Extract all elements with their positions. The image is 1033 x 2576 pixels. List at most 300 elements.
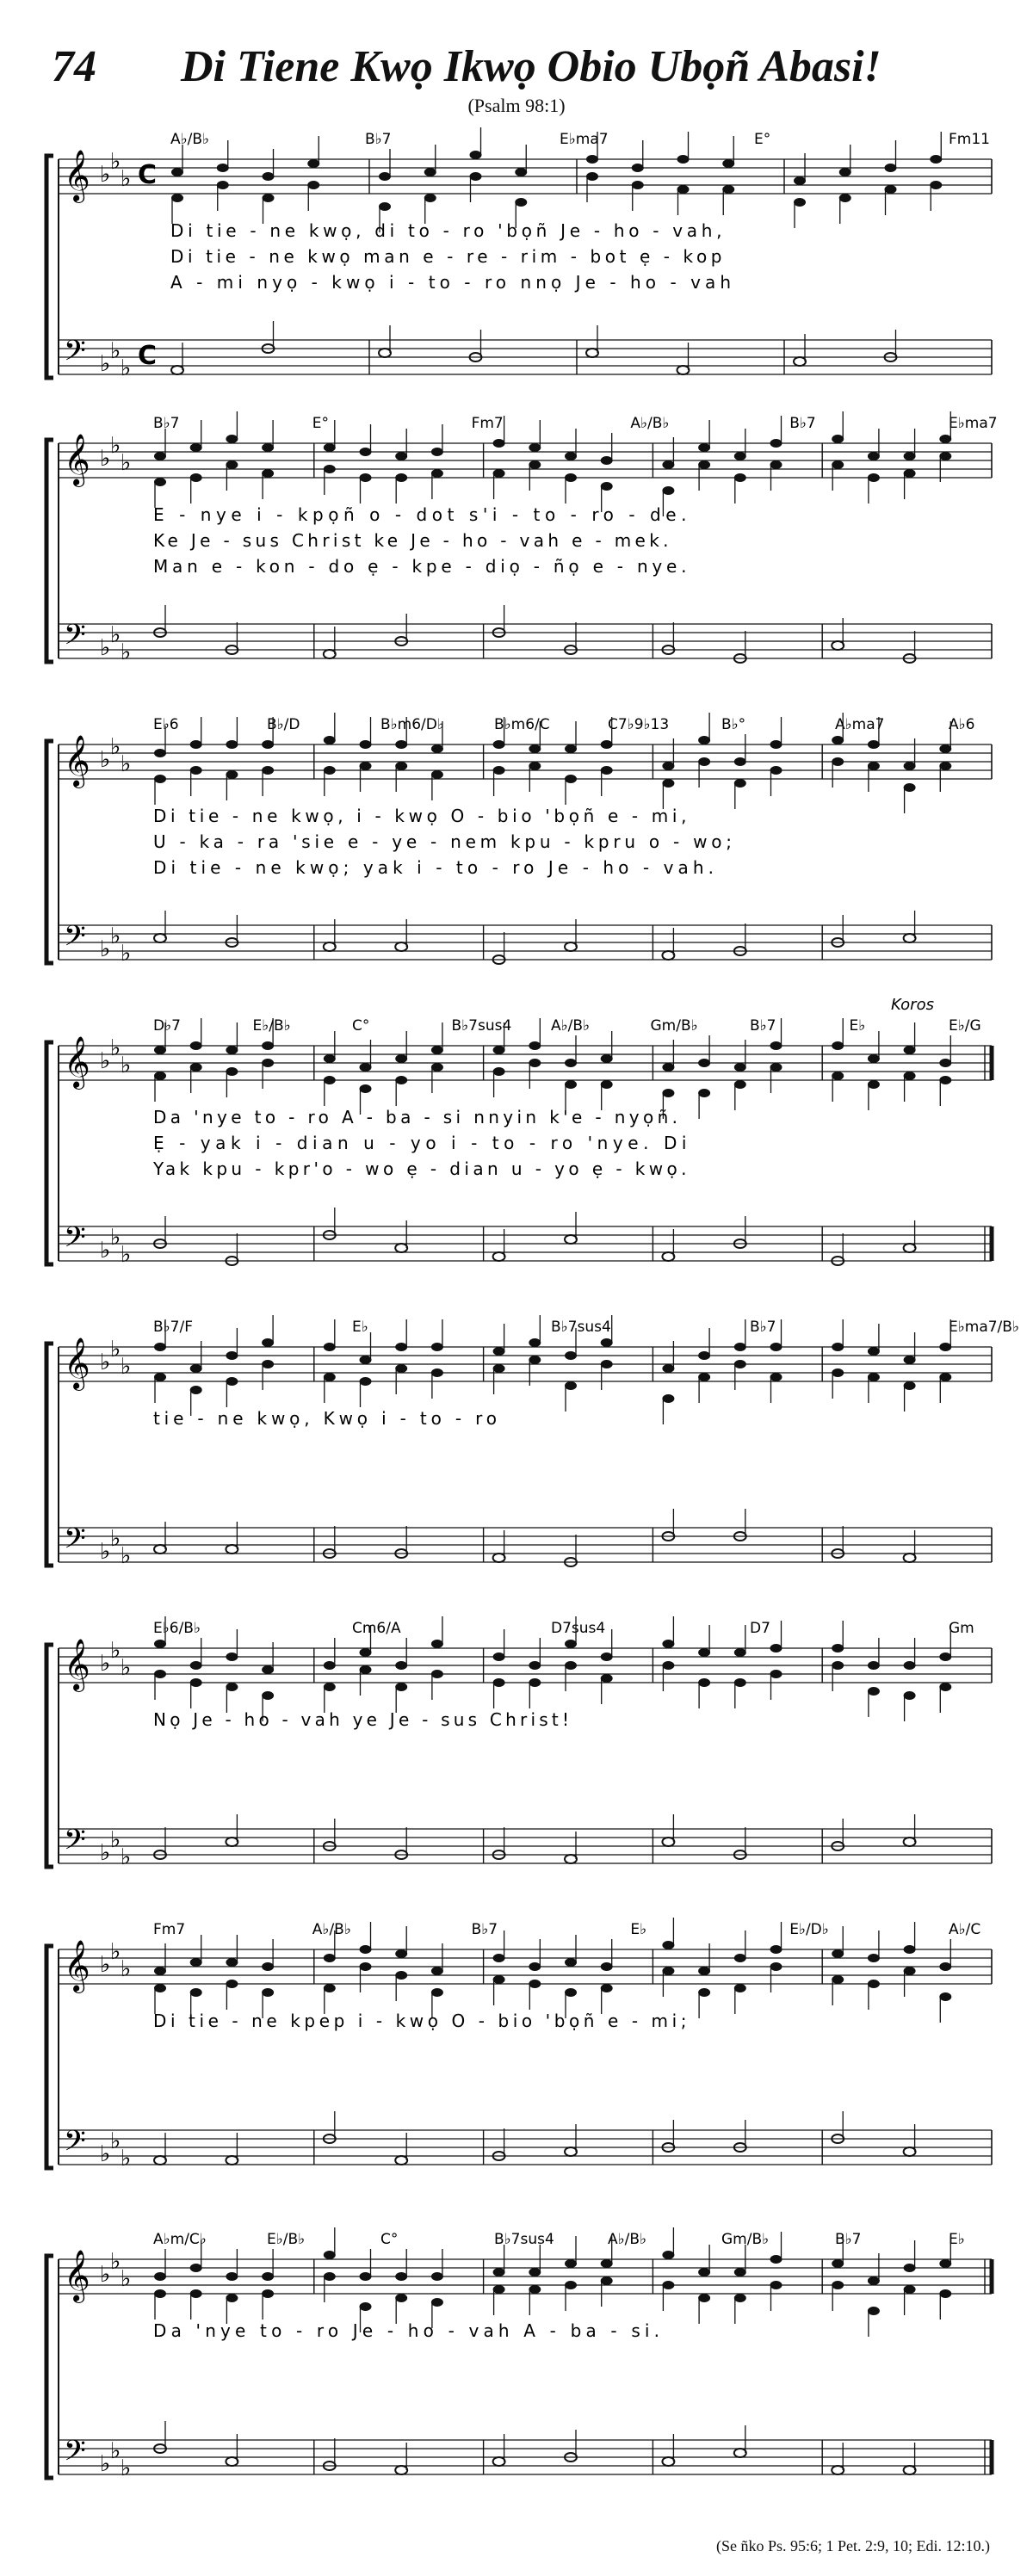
notehead [324, 1683, 336, 1691]
notehead [379, 202, 391, 211]
notehead [262, 766, 274, 775]
notehead [515, 168, 527, 176]
chord-symbol: D♭7 [153, 1017, 181, 1035]
notehead [939, 2259, 951, 2268]
notehead [154, 1640, 166, 1648]
notehead [839, 194, 851, 202]
notehead [868, 1954, 880, 1962]
notehead [868, 2276, 880, 2285]
notehead [154, 452, 166, 460]
notehead [632, 181, 644, 189]
notehead [493, 1652, 505, 1661]
flat-icon: ♭ [110, 2438, 121, 2464]
notehead [360, 740, 372, 749]
notehead [190, 473, 202, 482]
notehead [190, 766, 202, 775]
notehead [832, 736, 844, 744]
notehead [226, 2294, 238, 2302]
music-system [46, 1315, 1019, 1569]
notehead [734, 779, 746, 788]
notehead [226, 2457, 238, 2466]
notehead [360, 1962, 372, 1971]
chord-symbol: Fm11 [949, 131, 990, 148]
lyric-line: Ke Je - sus Christ ke Je - ho - vah e - mek. [153, 530, 669, 551]
notehead [904, 1356, 916, 1364]
notehead [770, 1644, 782, 1652]
notehead [324, 736, 336, 744]
notehead [939, 1076, 951, 1084]
flat-icon: ♭ [121, 1053, 132, 1078]
notehead [226, 2272, 238, 2281]
notehead [662, 1838, 674, 1846]
notehead [832, 1368, 844, 1377]
flat-icon: ♭ [110, 2249, 121, 2275]
chord-symbol: E♭/B♭ [267, 2231, 306, 2248]
chord-symbol: B♭7 [471, 1921, 498, 1938]
notehead [662, 1252, 674, 1261]
notehead [262, 1338, 274, 1347]
notehead [493, 740, 505, 749]
notehead [939, 1652, 951, 1661]
notehead [529, 1356, 541, 1364]
chord-symbol: A♭m/C♭ [153, 2231, 207, 2248]
flat-icon: ♭ [100, 1651, 111, 1677]
notehead [324, 2251, 336, 2259]
notehead [601, 1360, 613, 1368]
notehead [734, 1343, 746, 1351]
notehead [662, 486, 674, 495]
notehead [868, 740, 880, 749]
flat-icon: ♭ [110, 1035, 121, 1061]
flat-icon: ♭ [110, 1939, 121, 1965]
notehead [324, 650, 336, 658]
notehead [698, 1988, 710, 1997]
notehead [677, 155, 690, 164]
notehead [154, 2156, 166, 2165]
notehead [226, 740, 238, 749]
notehead [493, 1046, 505, 1054]
lyric-line: E - nye i - kpọñ o - dot s'i - to - ro - de. [153, 504, 687, 525]
notehead [662, 951, 674, 960]
flat-icon: ♭ [121, 1354, 132, 1380]
flat-icon: ♭ [110, 1225, 121, 1251]
notehead [262, 1041, 274, 1050]
notehead [360, 1356, 372, 1364]
flat-icon: ♭ [100, 936, 111, 962]
lyric-line: Da 'nye to - ro Je - ho - vah A - ba - si. [153, 2320, 659, 2341]
music-system [46, 411, 998, 665]
notehead [904, 1945, 916, 1954]
notehead [262, 469, 274, 478]
notehead [698, 1967, 710, 1975]
notehead [226, 1838, 238, 1846]
notehead [529, 460, 541, 469]
flat-icon: ♭ [121, 355, 132, 381]
notehead [662, 460, 674, 469]
chord-symbol: B♭7sus4 [494, 2231, 554, 2248]
notehead [662, 1967, 674, 1975]
notehead [395, 1343, 407, 1351]
notehead [395, 762, 407, 770]
notehead [262, 2272, 274, 2281]
chord-symbol: E♭ma7 [560, 131, 609, 148]
notehead [424, 194, 436, 202]
music-system [46, 713, 992, 967]
notehead [734, 452, 746, 460]
notehead [904, 762, 916, 770]
chord-symbol: D7sus4 [551, 1620, 606, 1637]
chord-symbol: E° [754, 131, 771, 148]
notehead [226, 1351, 238, 1360]
notehead [360, 1648, 372, 1657]
music-system [46, 1918, 992, 2171]
chord-symbol: B♭7sus4 [451, 1017, 512, 1035]
notehead [190, 1041, 202, 1050]
notehead [698, 1678, 710, 1687]
flat-icon: ♭ [121, 639, 132, 665]
bass-clef-icon: 𝄢 [64, 335, 86, 374]
notehead [493, 1347, 505, 1356]
notehead [839, 168, 851, 176]
music-system [46, 2227, 992, 2481]
chord-symbol: E♭6/B♭ [153, 1620, 201, 1637]
treble-clef-icon: 𝄞 [64, 2250, 90, 2301]
chord-symbol: B♭7sus4 [551, 1319, 611, 1336]
treble-clef-icon: 𝄞 [64, 1940, 90, 1992]
bass-clef-icon: 𝄢 [64, 920, 86, 960]
notehead [360, 1945, 372, 1954]
chord-symbol: B♭° [721, 716, 746, 733]
notehead [565, 1351, 577, 1360]
notehead [904, 1554, 916, 1562]
notehead [868, 1054, 880, 1063]
notehead [190, 1988, 202, 1997]
notehead [832, 1949, 844, 1958]
chord-symbol: B♭/D [267, 716, 300, 733]
notehead [662, 2457, 674, 2466]
notehead [662, 1089, 674, 1097]
hymn-title: Di Tiene Kwọ Ikwọ Obio Ubọñ Abasi! [181, 42, 881, 91]
notehead [868, 452, 880, 460]
notehead [662, 1941, 674, 1949]
treble-clef-icon: 𝄞 [64, 1337, 90, 1389]
music-system [46, 996, 992, 1268]
notehead [832, 1072, 844, 1080]
flat-icon: ♭ [121, 2146, 132, 2171]
notehead [395, 2272, 407, 2281]
time-signature: C [138, 341, 158, 371]
notehead [586, 155, 598, 164]
notehead [493, 1678, 505, 1687]
notehead [324, 1054, 336, 1063]
notehead [431, 1368, 443, 1377]
notehead [154, 1545, 166, 1554]
notehead [324, 1076, 336, 1084]
flat-icon: ♭ [110, 1337, 121, 1362]
flat-icon: ♭ [100, 747, 111, 773]
notehead [154, 2272, 166, 2281]
notehead [904, 2147, 916, 2156]
notehead [734, 1360, 746, 1368]
flat-icon: ♭ [121, 1543, 132, 1569]
notehead [431, 448, 443, 456]
notehead [493, 1252, 505, 1261]
notehead [154, 1046, 166, 1054]
notehead [734, 2449, 746, 2457]
notehead [904, 2285, 916, 2294]
chord-symbol: E♭ [849, 1017, 866, 1035]
chord-symbol: B♭7 [153, 415, 180, 432]
notehead [868, 1080, 880, 1089]
notehead [154, 775, 166, 783]
notehead [930, 155, 942, 164]
flat-icon: ♭ [110, 1526, 121, 1552]
notehead [770, 740, 782, 749]
notehead [395, 1949, 407, 1958]
flat-icon: ♭ [100, 2141, 111, 2167]
notehead [324, 1373, 336, 1381]
notehead [154, 749, 166, 757]
lyric-line: Di tie - ne kwọ, di to - ro 'bọñ Je - ho - vah, [170, 220, 722, 241]
notehead [324, 2272, 336, 2281]
treble-clef-icon: 𝄞 [64, 735, 90, 787]
notehead [601, 1652, 613, 1661]
notehead [190, 2264, 202, 2272]
notehead [262, 1665, 274, 1674]
notehead [868, 1373, 880, 1381]
notehead [226, 1067, 238, 1076]
notehead [770, 439, 782, 448]
notehead [431, 1343, 443, 1351]
notehead [734, 1080, 746, 1089]
notehead [324, 1343, 336, 1351]
notehead [493, 1975, 505, 1984]
notehead [324, 465, 336, 473]
notehead [698, 2294, 710, 2302]
notehead [154, 1967, 166, 1975]
notehead [904, 1967, 916, 1975]
notehead [662, 1661, 674, 1670]
notehead [360, 448, 372, 456]
system-bracket [46, 1344, 53, 1566]
flat-icon: ♭ [100, 1539, 111, 1565]
notehead [431, 1640, 443, 1648]
lyric-line: tie - ne kwọ, Kwọ i - to - ro [153, 1408, 497, 1429]
notehead [565, 2281, 577, 2289]
notehead [868, 1661, 880, 1670]
notehead [190, 1386, 202, 1394]
notehead [565, 1988, 577, 1997]
treble-clef-icon: 𝄞 [64, 1036, 90, 1088]
flat-icon: ♭ [100, 162, 111, 188]
flat-icon: ♭ [110, 622, 121, 648]
system-bracket [46, 1946, 53, 2168]
lyric-line: Man e - kon - do ẹ - kpe - diọ - ñọ e - nye. [153, 556, 687, 577]
flat-icon: ♭ [110, 149, 121, 175]
notehead [832, 1041, 844, 1050]
notehead [677, 366, 690, 374]
chord-symbol: E♭/B♭ [252, 1017, 291, 1035]
notehead [263, 172, 275, 181]
chord-symbol: E♭ma7/B♭ [949, 1319, 1019, 1336]
chord-symbol: B♭7 [789, 415, 816, 432]
notehead [770, 1670, 782, 1678]
notehead [431, 770, 443, 779]
notehead [493, 2457, 505, 2466]
notehead [601, 740, 613, 749]
notehead [360, 473, 372, 482]
notehead [217, 164, 229, 172]
notehead [154, 478, 166, 486]
flat-icon: ♭ [110, 734, 121, 760]
chord-symbol: E♭ma7 [949, 415, 998, 432]
notehead [770, 460, 782, 469]
notehead [226, 1958, 238, 1967]
notehead [263, 194, 275, 202]
notehead [493, 1954, 505, 1962]
notehead [734, 1954, 746, 1962]
notehead [226, 1980, 238, 1988]
notehead [431, 1046, 443, 1054]
flat-icon: ♭ [100, 1048, 111, 1074]
notehead [493, 439, 505, 448]
notehead [171, 194, 183, 202]
notehead [324, 1954, 336, 1962]
notehead [529, 762, 541, 770]
flat-icon: ♭ [100, 351, 111, 377]
chord-symbol: Gm [949, 1620, 974, 1637]
notehead [262, 1691, 274, 1700]
notehead [939, 1343, 951, 1351]
notehead [734, 757, 746, 766]
notehead [885, 164, 897, 172]
notehead [734, 1984, 746, 1992]
notehead [190, 1661, 202, 1670]
notehead [770, 1041, 782, 1050]
notehead [431, 1988, 443, 1997]
notehead [493, 2285, 505, 2294]
notehead [632, 164, 644, 172]
chord-symbol: E♭/D♭ [789, 1921, 829, 1938]
chord-symbol: B♭7/F [153, 1319, 194, 1336]
notehead [832, 435, 844, 443]
notehead [565, 744, 577, 753]
notehead [226, 1377, 238, 1386]
notehead [424, 168, 436, 176]
notehead [904, 452, 916, 460]
notehead [190, 1364, 202, 1373]
chord-symbol: E♭ [352, 1319, 368, 1336]
footer-references: (Se ñko Ps. 95:6; 1 Pet. 2:9, 10; Edi. 12:10.) [715, 2537, 990, 2554]
notehead [262, 443, 274, 452]
system-bracket [46, 2256, 53, 2478]
notehead [565, 1235, 577, 1244]
notehead [493, 469, 505, 478]
notehead [395, 942, 407, 951]
notehead [868, 473, 880, 482]
notehead [529, 1980, 541, 1988]
notehead [431, 2272, 443, 2281]
notehead [154, 2289, 166, 2298]
notehead [939, 1683, 951, 1691]
flat-icon: ♭ [100, 2451, 111, 2477]
flat-icon: ♭ [100, 2262, 111, 2288]
notehead [794, 176, 806, 185]
notehead [565, 2147, 577, 2156]
notehead [431, 744, 443, 753]
notehead [734, 2294, 746, 2302]
bass-clef-icon: 𝄢 [64, 2125, 86, 2165]
flat-icon: ♭ [121, 1655, 132, 1681]
notehead [190, 1063, 202, 1072]
notehead [529, 744, 541, 753]
notehead [395, 1364, 407, 1373]
notehead [171, 168, 183, 176]
lyric-line: A - mi nyọ - kwọ i - to - ro nnọ Je - ho - vah [170, 272, 732, 293]
notehead [939, 1373, 951, 1381]
chord-symbol: E♭6 [153, 716, 179, 733]
notehead [662, 2281, 674, 2289]
notehead [586, 172, 598, 181]
flat-icon: ♭ [121, 2266, 132, 2292]
notehead [722, 185, 734, 194]
notehead [770, 2281, 782, 2289]
notehead [395, 1683, 407, 1691]
chord-symbol: Gm/B♭ [721, 2231, 770, 2248]
notehead [431, 1967, 443, 1975]
notehead [529, 1059, 541, 1067]
notehead [470, 151, 482, 159]
flat-icon: ♭ [110, 924, 121, 949]
notehead [360, 762, 372, 770]
notehead [379, 172, 391, 181]
flat-icon: ♭ [110, 338, 121, 364]
chord-symbol: E° [312, 415, 330, 432]
notehead [904, 1838, 916, 1846]
notehead [307, 181, 319, 189]
treble-clef-icon: 𝄞 [64, 434, 90, 485]
notehead [470, 172, 482, 181]
chord-symbol: A♭/C [949, 1921, 981, 1938]
flat-icon: ♭ [100, 1238, 111, 1263]
notehead [190, 443, 202, 452]
notehead [770, 2255, 782, 2264]
flat-icon: ♭ [121, 1844, 132, 1870]
flat-icon: ♭ [100, 1952, 111, 1978]
chorus-marker: Koros [891, 996, 934, 1014]
notehead [360, 1377, 372, 1386]
notehead [734, 1648, 746, 1657]
treble-clef-icon: 𝄞 [64, 1639, 90, 1690]
notehead [565, 1855, 577, 1863]
notehead [601, 456, 613, 465]
notehead [868, 1347, 880, 1356]
chord-symbol: E♭ [949, 2231, 965, 2248]
notehead [262, 1962, 274, 1971]
chord-symbol: B♭7 [750, 1017, 776, 1035]
chord-symbol: B♭m6/D♭ [380, 716, 444, 733]
notehead [529, 443, 541, 452]
notehead [904, 1046, 916, 1054]
notehead [324, 942, 336, 951]
lyric-line: Yak kpu - kpr'o - wo ẹ - dian u - yo ẹ - kwọ. [153, 1158, 687, 1179]
notehead [770, 1945, 782, 1954]
notehead [832, 641, 844, 650]
notehead [939, 452, 951, 460]
notehead [190, 1958, 202, 1967]
notehead [868, 762, 880, 770]
notehead [493, 1067, 505, 1076]
